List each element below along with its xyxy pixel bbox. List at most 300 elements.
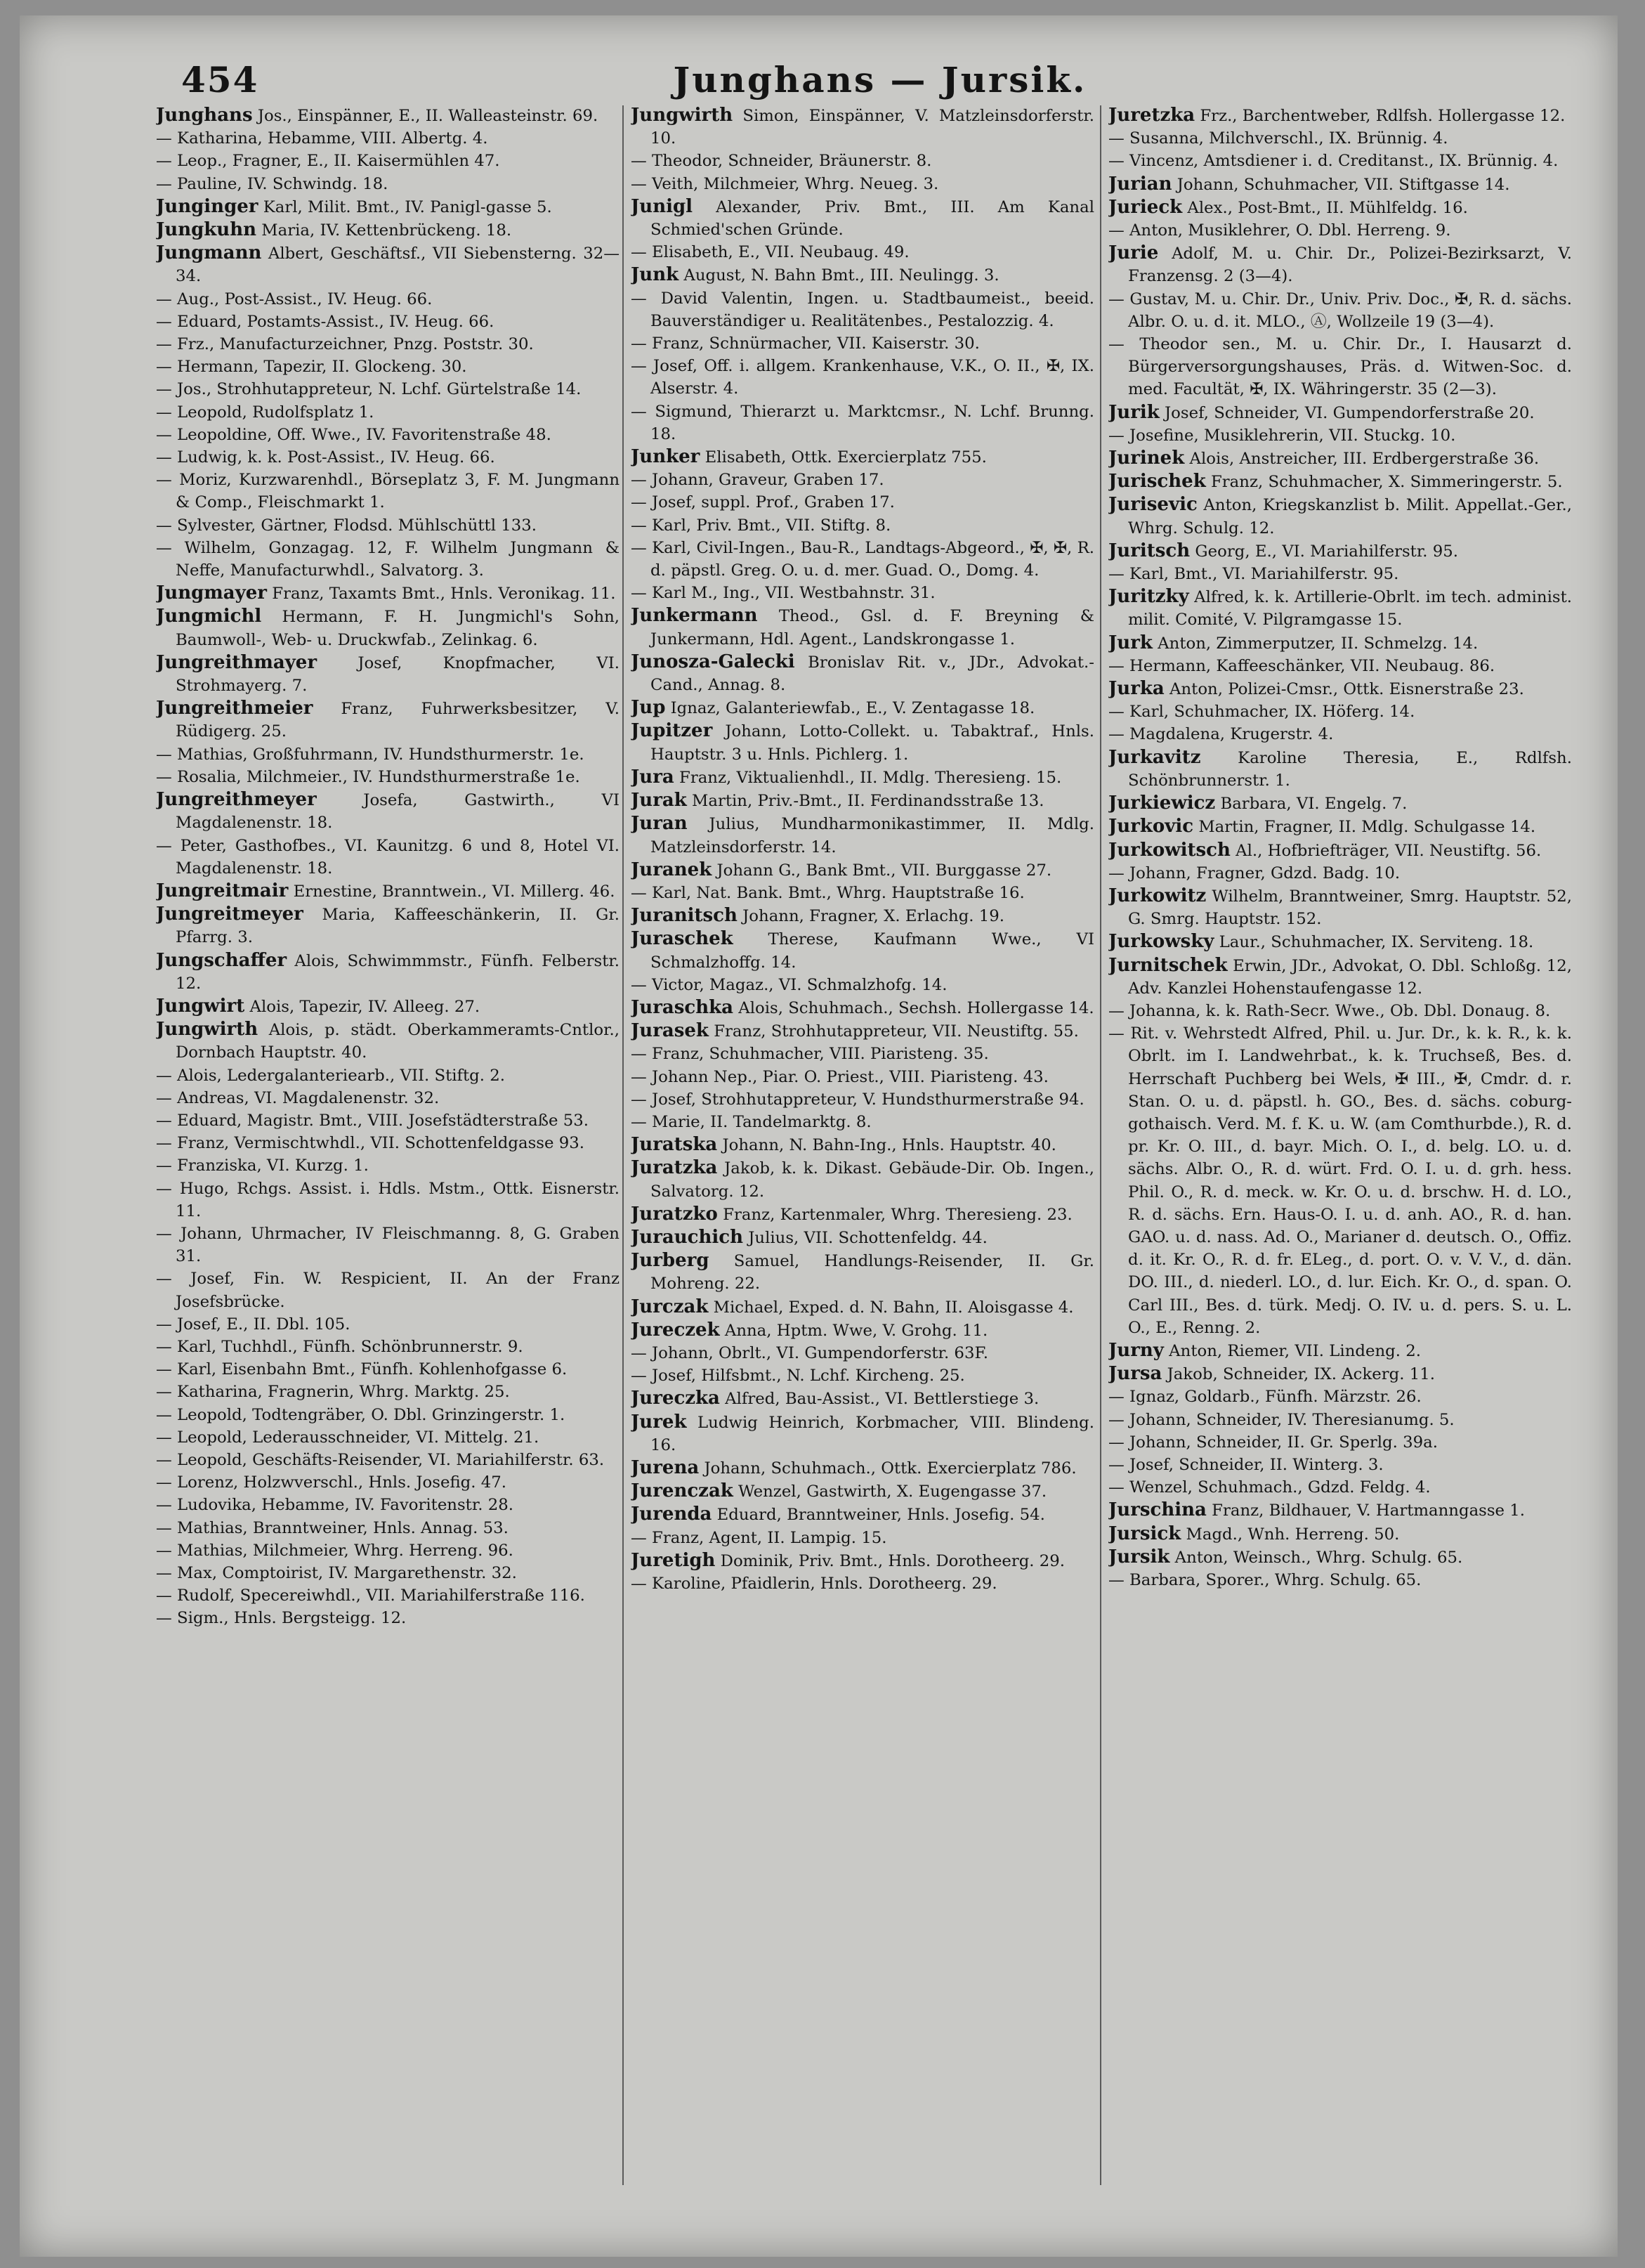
entry-text: — Eduard, Postamts-Assist., IV. Heug. 66. — [156, 312, 494, 331]
directory-entry — [1108, 930, 1572, 953]
entry-text: — Karl M., Ing., VII. Westbahnstr. 31. — [631, 584, 936, 603]
directory-entry — [156, 1517, 620, 1539]
entry-text: — Franziska, VI. Kurzg. 1. — [156, 1156, 369, 1175]
entry-text: — Rit. v. Wehrstedt Alfred, Phil. u. Jur. Dr., k. k. R., k. k. Obrlt. im I. Landwehrbat., k. k. Truchseß, Bes. d. Herrschaft Puchberg bei Wels, ✠ III., ✠, Cmdr. d. r. Stan. O. u. d. päpstl. h. GO., Bes. d. sächs. coburg-gothaisch. Verd. M. f. K. u. W. (am Comthurbde.), R. d. pr. Kr. O. III., d. bayr. Mich. O. I., d. belg. LO. u. d. sächs. Albr. O., R. d. würt. Frd. O. I. u. d. grh. hess. Phil. O., R. d. meck. w. Kr. O. u. d. brschw. H. d. LO., R. d. sächs. Ern. Haus-O. I. u. d. anh. AO., R. d. han. GAO. u. d. nass. Ad. O., Marianer d. deutsch. O., Offiz. d. it. Kr. O., R. d. fr. ELeg., d. port. O. v. V. V., d. dän. DO. III., d. niederl. LO., d. lur. Eich. Kr. O., d. span. O. Carl III., Bes. d. türk. Medj. O. IV. u. d. pers. S. u. L. O., E., Renng. 2. — [1108, 1024, 1572, 1337]
page-number: 454 — [181, 59, 259, 100]
directory-entry — [1108, 885, 1572, 930]
entry-surname: Jungwirt — [156, 995, 245, 1017]
entry-text: Simon, Einspänner, V. Matzleinsdorferstr. 10. — [650, 107, 1094, 148]
entry-text: — Johann, Fragner, Gdzd. Badg. 10. — [1108, 863, 1401, 882]
entry-text: — Leopold, Geschäfts-Reisender, VI. Mariahilferstr. 63. — [156, 1450, 605, 1469]
entry-text: — Vincenz, Amtsdiener i. d. Creditanst., IX. Brünnig. 4. — [1108, 152, 1559, 171]
entry-surname: Jurkiewicz — [1108, 793, 1216, 814]
directory-entry — [1108, 700, 1572, 723]
entry-text: Martin, Fragner, II. Mdlg. Schulgasse 14. — [1193, 818, 1536, 837]
entry-text: — Franz, Schuhmacher, VIII. Piaristeng. 35. — [631, 1045, 989, 1064]
directory-entry — [156, 242, 620, 287]
entry-text: — Josef, Strohhutappreteur, V. Hundsthurmerstraße 94. — [631, 1090, 1084, 1109]
directory-entry — [156, 219, 620, 242]
entry-surname: Jurik — [1108, 401, 1160, 423]
entry-text: — Sylvester, Gärtner, Flodsd. Mühlschüttl 133. — [156, 516, 537, 535]
directory-entry — [1108, 655, 1572, 677]
directory-entry — [631, 1411, 1094, 1456]
directory-entry — [156, 651, 620, 697]
directory-entry — [631, 355, 1094, 400]
entry-text: — Franz, Vermischtwhdl., VII. Schottenfeldgasse 93. — [156, 1134, 584, 1153]
directory-entry — [631, 1503, 1094, 1526]
directory-entry — [1108, 333, 1572, 401]
entry-surname: Jurberg — [631, 1250, 709, 1272]
directory-entry — [156, 605, 620, 651]
directory-entry — [156, 995, 620, 1018]
entry-text: — Jos., Strohhutappreteur, N. Lchf. Gürtelstraße 14. — [156, 380, 582, 399]
entry-text: Anton, Weinsch., Whrg. Schulg. 65. — [1169, 1548, 1463, 1567]
directory-entry — [156, 378, 620, 400]
entry-text: Jakob, Schneider, IX. Ackerg. 11. — [1162, 1365, 1435, 1384]
directory-entry — [1108, 677, 1572, 700]
entry-text: Alois, Tapezir, IV. Alleeg. 27. — [244, 997, 480, 1016]
directory-entry — [156, 1584, 620, 1607]
entry-text: Karl, Milit. Bmt., IV. Panigl-gasse 5. — [258, 197, 552, 216]
entry-text: Anton, Kriegskanzlist b. Milit. Appellat.-Ger., Whrg. Schulg. 12. — [1128, 496, 1572, 537]
entry-text: Johann, N. Bahn-Ing., Hnls. Hauptstr. 40. — [717, 1136, 1056, 1155]
directory-entry — [1108, 1476, 1572, 1499]
entry-text: Jakob, k. k. Dikast. Gebäude-Dir. Ob. Ingen., Salvatorg. 12. — [650, 1159, 1094, 1201]
entry-surname: Juratska — [631, 1134, 718, 1156]
entry-text: — Leopold, Lederausschneider, VI. Mittelg. 21. — [156, 1428, 539, 1447]
column-divider — [622, 105, 624, 2185]
entry-surname: Junghans — [156, 105, 253, 126]
directory-entry — [1108, 723, 1572, 745]
entry-text: — Elisabeth, E., VII. Neubaug. 49. — [631, 243, 910, 262]
directory-entry — [156, 743, 620, 766]
entry-surname: Jurczak — [631, 1296, 709, 1317]
directory-entry — [631, 904, 1094, 927]
directory-entry — [156, 1018, 620, 1064]
entry-surname: Jungwirth — [631, 105, 733, 126]
directory-entry — [631, 537, 1094, 582]
directory-entry — [631, 1203, 1094, 1226]
directory-entry — [1108, 1000, 1572, 1022]
entry-text: — Mathias, Milchmeier, Whrg. Herreng. 96. — [156, 1541, 513, 1560]
directory-entry — [156, 1539, 620, 1562]
entry-text: — Johann, Obrlt., VI. Gumpendorferstr. 63F. — [631, 1343, 988, 1362]
directory-entry — [631, 789, 1094, 812]
directory-entry — [156, 401, 620, 424]
entry-text: Ignaz, Galanteriewfab., E., V. Zentagasse 18. — [665, 699, 1035, 718]
entry-text: Magd., Wnh. Herreng. 50. — [1181, 1525, 1400, 1544]
directory-entry — [156, 311, 620, 333]
entry-text: — Leopoldine, Off. Wwe., IV. Favoritenstraße 48. — [156, 425, 551, 444]
entry-surname: Jurieck — [1108, 196, 1183, 218]
directory-entry — [156, 446, 620, 469]
directory-entry — [631, 445, 1094, 469]
directory-entry — [156, 173, 620, 195]
directory-entry — [1108, 1022, 1572, 1339]
entry-surname: Juretzka — [1108, 105, 1195, 126]
directory-entry — [631, 882, 1094, 904]
entry-surname: Jungmann — [156, 242, 262, 264]
entry-surname: Jungreitmeyer — [156, 904, 303, 925]
directory-entry — [631, 400, 1094, 445]
entry-text: Alfred, Bau-Assist., VI. Bettlerstiege 3. — [719, 1390, 1040, 1409]
directory-entry — [1108, 563, 1572, 585]
directory-entry — [1108, 954, 1572, 1000]
entry-text: — Franz, Schnürmacher, VII. Kaiserstr. 30. — [631, 334, 980, 353]
directory-entry — [156, 424, 620, 446]
entry-text: — Gustav, M. u. Chir. Dr., Univ. Priv. Doc., ✠, R. d. sächs. Albr. O. u. d. it. MLO., Ⓐ, Wollzeile 19 (3—4). — [1108, 289, 1572, 331]
entry-text: Franz, Taxamts Bmt., Hnls. Veronikag. 11. — [267, 585, 616, 604]
entry-text: Johann, Schuhmach., Ottk. Exercierplatz 786. — [699, 1459, 1077, 1478]
entry-text: Ernestine, Branntwein., VI. Millerg. 46. — [288, 882, 615, 901]
entry-text: — Josef, suppl. Prof., Graben 17. — [631, 493, 895, 512]
entry-surname: Juratzko — [631, 1203, 718, 1225]
entry-surname: Jungkuhn — [156, 219, 257, 241]
directory-entry — [1108, 447, 1572, 470]
entry-text: — Karl, Eisenbahn Bmt., Fünfh. Kohlenhofgasse 6. — [156, 1360, 568, 1379]
entry-text: — Mathias, Großfuhrmann, IV. Hundsthurmerstr. 1e. — [156, 745, 584, 764]
entry-text: — Leopold, Todtengräber, O. Dbl. Grinzingerstr. 1. — [156, 1405, 565, 1424]
entry-text: — Hermann, Tapezir, II. Glockeng. 30. — [156, 358, 467, 377]
directory-entry — [156, 104, 620, 127]
entry-text: — Wilhelm, Gonzagag. 12, F. Wilhelm Jungmann & Neffe, Manufacturwhdl., Salvatorg. 3. — [156, 538, 620, 580]
directory-entry — [1108, 1499, 1572, 1522]
entry-surname: Jurenczak — [631, 1480, 733, 1502]
directory-entry — [631, 974, 1094, 996]
entry-text: Franz, Schuhmacher, X. Simmeringerstr. 5. — [1205, 473, 1563, 492]
entry-surname: Juraschka — [631, 996, 733, 1018]
entry-text: Erwin, JDr., Advokat, O. Dbl. Schloßg. 12, Adv. Kanzlei Hohenstaufengasse 12. — [1128, 956, 1572, 998]
directory-entry — [631, 1342, 1094, 1364]
entry-text: Alex., Post-Bmt., II. Mühlfeldg. 16. — [1182, 198, 1468, 217]
entry-surname: Jurkowitz — [1108, 885, 1207, 906]
entry-surname: Jurie — [1108, 242, 1159, 264]
directory-entry — [631, 287, 1094, 332]
entry-text: Alexander, Priv. Bmt., III. Am Kanal Schmied'schen Gründe. — [650, 197, 1094, 240]
entry-text: Maria, Kaffeeschänkerin, II. Gr. Pfarrg. 3. — [176, 906, 620, 947]
directory-entry — [631, 1156, 1094, 1202]
entry-surname: Jurauchich — [631, 1226, 743, 1248]
entry-text: — Victor, Magaz., VI. Schmalzhofg. 14. — [631, 975, 948, 994]
directory-entry — [1108, 104, 1572, 127]
directory-entry — [631, 1111, 1094, 1133]
directory-entry — [1108, 862, 1572, 885]
directory-entry — [1108, 1523, 1572, 1546]
directory-entry — [1108, 540, 1572, 563]
entry-text: Anton, Polizei-Cmsr., Ottk. Eisnerstraße 23. — [1164, 680, 1524, 699]
directory-entry — [631, 1319, 1094, 1342]
entry-surname: Jura — [631, 766, 674, 788]
directory-entry — [156, 1562, 620, 1584]
entry-text: — Theodor sen., M. u. Chir. Dr., I. Hausarzt d. Bürgerversorgungshauses, Präs. d. Witwen-Soc. d. med. Facultät, ✠, IX. Währingerstr. 35 (2—3). — [1108, 335, 1572, 399]
entry-text: — Ignaz, Goldarb., Fünfh. Märzstr. 26. — [1108, 1388, 1422, 1407]
entry-text: — Sigm., Hnls. Bergsteigg. 12. — [156, 1609, 407, 1628]
entry-text: — Marie, II. Tandelmarktg. 8. — [631, 1112, 872, 1131]
entry-surname: Jurenda — [631, 1504, 712, 1525]
entry-text: — Lorenz, Holzwverschl., Hnls. Josefig. 47. — [156, 1473, 506, 1492]
directory-entry — [156, 1404, 620, 1426]
entry-text: — Josefine, Musiklehrerin, VII. Stuckg. 10. — [1108, 426, 1456, 445]
directory-entry — [1108, 792, 1572, 815]
entry-text: — David Valentin, Ingen. u. Stadtbaumeist., beeid. Bauverständiger u. Realitätenbes., Pestalozzig. 4. — [631, 289, 1094, 330]
entry-surname: Jungreitmair — [156, 880, 289, 901]
entry-surname: Jureczka — [631, 1388, 720, 1409]
directory-entry — [156, 1336, 620, 1358]
directory-entry — [156, 766, 620, 788]
directory-entry — [631, 1296, 1094, 1319]
directory-entry — [1108, 470, 1572, 493]
entry-text: Wilhelm, Branntweiner, Smrg. Hauptstr. 52, G. Smrg. Hauptstr. 152. — [1128, 887, 1572, 929]
directory-entry — [156, 1449, 620, 1471]
entry-text: — Pauline, IV. Schwindg. 18. — [156, 174, 388, 193]
entry-surname: Jurnitschek — [1108, 954, 1228, 976]
directory-entry — [156, 1607, 620, 1629]
directory-entry — [631, 1088, 1094, 1111]
directory-entry — [631, 173, 1094, 195]
directory-entry — [156, 1223, 620, 1267]
directory-entry — [631, 150, 1094, 172]
entry-text: Barbara, VI. Engelg. 7. — [1215, 795, 1408, 814]
entry-text: August, N. Bahn Bmt., III. Neulingg. 3. — [679, 266, 1000, 285]
entry-surname: Jungreithmayer — [156, 651, 317, 673]
directory-entry — [156, 1109, 620, 1132]
entry-text: — Wenzel, Schuhmach., Gdzd. Feldg. 4. — [1108, 1478, 1431, 1497]
directory-entry — [1108, 632, 1572, 655]
directory-entry — [631, 1480, 1094, 1503]
entry-text: — Ludwig, k. k. Post-Assist., IV. Heug. 66. — [156, 448, 495, 467]
entry-text: Ludwig Heinrich, Korbmacher, VIII. Blindeng. 16. — [650, 1413, 1094, 1454]
directory-entry — [631, 332, 1094, 355]
entry-text: — Josef, Fin. W. Respicient, II. An der Franz Josefsbrücke. — [156, 1270, 620, 1311]
entry-text: — Frz., Manufacturzeichner, Pnzg. Poststr. 30. — [156, 335, 534, 354]
entry-text: — Josef, Schneider, II. Winterg. 3. — [1108, 1455, 1384, 1474]
entry-surname: Jurschina — [1108, 1499, 1207, 1521]
directory-entry — [156, 1087, 620, 1109]
directory-entry — [156, 788, 620, 834]
entry-text: — Ludovika, Hebamme, IV. Favoritenstr. 28. — [156, 1496, 513, 1515]
entry-surname: Jungschaffer — [156, 949, 287, 971]
directory-entry — [631, 719, 1094, 765]
column-3 — [1108, 104, 1572, 2198]
directory-entry — [1108, 288, 1572, 333]
entry-surname: Jurak — [631, 790, 687, 812]
entry-text: Theod., Gsl. d. F. Breyning & Junkermann, Hdl. Agent., Landskrongasse 1. — [650, 607, 1094, 649]
entry-text: — Johann Nep., Piar. O. Priest., VIII. Piaristeng. 43. — [631, 1067, 1049, 1086]
entry-surname: Juretigh — [631, 1549, 716, 1571]
directory-entry — [631, 859, 1094, 882]
entry-text: — Max, Comptoirist, IV. Margarethenstr. 32. — [156, 1564, 517, 1582]
entry-text: Franz, Kartenmaler, Whrg. Theresieng. 23. — [717, 1205, 1073, 1224]
column-1 — [156, 104, 620, 2198]
directory-entry — [156, 288, 620, 311]
directory-entry — [1108, 1569, 1572, 1591]
entry-text: Dominik, Priv. Bmt., Hnls. Dorotheerg. 29. — [715, 1551, 1066, 1570]
entry-text: Martin, Priv.-Bmt., II. Ferdinandsstraße 13. — [686, 792, 1044, 811]
directory-entry — [631, 1226, 1094, 1249]
entry-text: Josef, Knopfmacher, VI. Strohmayerg. 7. — [176, 653, 620, 696]
directory-entry — [156, 697, 620, 743]
entry-surname: Juritsch — [1108, 540, 1191, 561]
entry-text: — Josef, Hilfsbmt., N. Lchf. Kircheng. 25. — [631, 1367, 965, 1386]
entry-text: Michael, Exped. d. N. Bahn, II. Aloisgasse 4. — [708, 1298, 1074, 1317]
entry-surname: Juraschek — [631, 928, 733, 950]
entry-text: Alois, Schwimmmstr., Fünfh. Felberstr. 12. — [176, 951, 620, 993]
directory-entry — [631, 1066, 1094, 1088]
directory-entry — [156, 903, 620, 949]
entry-text: Alois, Schuhmach., Sechsh. Hollergasse 14. — [733, 998, 1094, 1017]
directory-entry — [156, 1178, 620, 1223]
entry-surname: Jurek — [631, 1411, 687, 1433]
entry-text: Johann G., Bank Bmt., VII. Burggasse 27. — [712, 861, 1052, 880]
entry-surname: Jurischek — [1108, 471, 1206, 493]
entry-surname: Jungreithmeier — [156, 698, 313, 719]
entry-text: — Karl, Bmt., VI. Mariahilferstr. 95. — [1108, 565, 1399, 584]
entry-surname: Jursik — [1108, 1546, 1170, 1568]
entry-surname: Jungreithmeyer — [156, 789, 317, 811]
entry-text: Jos., Einspänner, E., II. Walleasteinstr. 69. — [252, 107, 598, 125]
entry-text: Anton, Riemer, VII. Lindeng. 2. — [1163, 1341, 1421, 1360]
entry-surname: Jurkavitz — [1108, 746, 1201, 768]
entry-surname: Juratzka — [631, 1157, 718, 1179]
directory-entry — [631, 651, 1094, 696]
entry-surname: Jurka — [1108, 678, 1165, 700]
entry-text: — Johann, Graveur, Graben 17. — [631, 471, 884, 490]
directory-entry — [156, 356, 620, 378]
entry-text: Alois, Anstreicher, III. Erdbergerstraße 36. — [1184, 450, 1540, 469]
directory-entry — [631, 696, 1094, 719]
entry-text: Julius, VII. Schottenfeldg. 44. — [743, 1228, 988, 1247]
directory-entry — [156, 1494, 620, 1516]
entry-text: Frz., Barchentweber, Rdlfsh. Hollergasse 12. — [1195, 107, 1566, 125]
entry-surname: Jungmayer — [156, 582, 267, 604]
entry-text: Johann, Lotto-Collekt. u. Tabaktraf., Hnls. Hauptstr. 3 u. Hnls. Pichlerg. 1. — [650, 722, 1094, 764]
entry-text: — Sigmund, Thierarzt u. Marktcmsr., N. Lchf. Brunng. 18. — [631, 402, 1094, 443]
entry-text: — Veith, Milchmeier, Whrg. Neueg. 3. — [631, 174, 939, 193]
entry-text: — Katharina, Hebamme, VIII. Albertg. 4. — [156, 129, 488, 148]
entry-text: Al., Hofbriefträger, VII. Neustiftg. 56. — [1230, 841, 1542, 860]
directory-entry — [156, 127, 620, 150]
entry-text: — Franz, Agent, II. Lampig. 15. — [631, 1528, 887, 1547]
directory-entry — [1108, 1431, 1572, 1454]
entry-surname: Junosza-Galecki — [631, 651, 795, 672]
column-2 — [631, 104, 1094, 2198]
directory-entry — [631, 766, 1094, 789]
entry-text: — Magdalena, Krugerstr. 4. — [1108, 725, 1334, 744]
entry-text: — Karl, Civil-Ingen., Bau-R., Landtags-Abgeord., ✠, ✠, R. d. päpstl. Greg. O. u. d. mer. Guad. O., Domg. 4. — [631, 538, 1094, 580]
directory-entry — [631, 812, 1094, 858]
directory-entry — [156, 1426, 620, 1449]
entry-text: — Barbara, Sporer., Whrg. Schulg. 65. — [1108, 1571, 1422, 1589]
entry-text: Julius, Mundharmonikastimmer, II. Mdlg. Matzleinsdorferstr. 14. — [650, 815, 1094, 856]
directory-entry — [1108, 127, 1572, 150]
directory-entry — [631, 104, 1094, 150]
directory-entry — [631, 927, 1094, 973]
directory-entry — [156, 195, 620, 219]
entry-text: — Johann, Schneider, II. Gr. Sperlg. 39a. — [1108, 1433, 1438, 1452]
column-divider — [1100, 105, 1101, 2185]
entry-text: Franz, Strohhutappreteur, VII. Neustiftg. 55. — [708, 1022, 1079, 1041]
entry-surname: Jurinek — [1108, 448, 1185, 469]
entry-text: Franz, Viktualienhdl., II. Mdlg. Theresieng. 15. — [674, 768, 1062, 787]
entry-text: Therese, Kaufmann Wwe., VI Schmalzhoffg. 14. — [650, 930, 1094, 972]
entry-text: Josefa, Gastwirth., VI Magdalenenstr. 18. — [176, 791, 620, 833]
directory-entry — [156, 880, 620, 903]
directory-entry — [631, 491, 1094, 514]
entry-text: Franz, Bildhauer, V. Hartmanngasse 1. — [1206, 1501, 1526, 1520]
entry-surname: Jurkovic — [1108, 816, 1194, 838]
entry-text: — Mathias, Branntweiner, Hnls. Annag. 53. — [156, 1518, 509, 1537]
entry-text: Adolf, M. u. Chir. Dr., Polizei-Bezirksarzt, V. Franzensg. 2 (3—4). — [1128, 245, 1572, 286]
directory-entry — [1108, 424, 1572, 447]
entry-text: — Anton, Musiklehrer, O. Dbl. Herreng. 9. — [1108, 221, 1451, 240]
entry-surname: Jurk — [1108, 632, 1153, 653]
directory-entry — [631, 1043, 1094, 1065]
directory-entry — [156, 1154, 620, 1177]
entry-surname: Jungmichl — [156, 606, 262, 627]
directory-entry — [1108, 1546, 1572, 1569]
entry-surname: Junkermann — [631, 605, 758, 627]
directory-entry — [156, 1313, 620, 1336]
directory-entry — [156, 1381, 620, 1403]
entry-text: — Peter, Gasthofbes., VI. Kaunitzg. 6 und 8, Hotel VI. Magdalenenstr. 18. — [156, 836, 620, 878]
entry-surname: Juranitsch — [631, 905, 738, 927]
entry-text: — Aug., Post-Assist., IV. Heug. 66. — [156, 289, 433, 308]
entry-text: Georg, E., VI. Mariahilferstr. 95. — [1190, 542, 1458, 561]
entry-text: — Katharina, Fragnerin, Whrg. Marktg. 25. — [156, 1383, 510, 1402]
directory-entry — [631, 1249, 1094, 1295]
entry-surname: Junigl — [631, 195, 693, 217]
entry-text: — Alois, Ledergalanteriearb., VII. Stiftg. 2. — [156, 1066, 505, 1085]
directory-entry — [631, 582, 1094, 604]
entry-text: — Rosalia, Milchmeier., IV. Hundsthurmerstraße 1e. — [156, 767, 580, 786]
entry-text: Maria, IV. Kettenbrückeng. 18. — [256, 221, 512, 240]
directory-entry — [631, 1387, 1094, 1410]
entry-text: — Moriz, Kurzwarenhdl., Börseplatz 3, F. M. Jungmann & Comp., Fleischmarkt 1. — [156, 471, 620, 512]
entry-text: Elisabeth, Ottk. Exercierplatz 755. — [700, 448, 987, 467]
directory-entry — [1108, 173, 1572, 196]
entry-text: — Leopold, Rudolfsplatz 1. — [156, 403, 374, 422]
entry-text: Johann, Fragner, X. Erlachg. 19. — [737, 907, 1005, 926]
directory-entry — [1108, 1409, 1572, 1431]
entry-surname: Jureczek — [631, 1319, 720, 1341]
entry-text: Samuel, Handlungs-Reisender, II. Gr. Mohreng. 22. — [650, 1252, 1094, 1293]
entry-surname: Jupitzer — [631, 720, 713, 742]
directory-entry — [1108, 401, 1572, 424]
entry-surname: Jursa — [1108, 1363, 1162, 1385]
entry-surname: Junginger — [156, 195, 258, 217]
directory-entry — [631, 996, 1094, 1019]
directory-entry — [156, 1358, 620, 1381]
entry-surname: Jurkowsky — [1108, 931, 1214, 953]
directory-entry — [1108, 242, 1572, 287]
entry-surname: Juran — [631, 813, 688, 835]
directory-entry — [1108, 1339, 1572, 1362]
entry-text: — Karl, Nat. Bank. Bmt., Whrg. Hauptstraße 16. — [631, 883, 1025, 902]
entry-text: — Karl, Schuhmacher, IX. Höferg. 14. — [1108, 703, 1415, 722]
directory-entry — [156, 514, 620, 537]
directory-entry — [631, 1019, 1094, 1043]
directory-entry — [631, 195, 1094, 241]
directory-entry — [1108, 746, 1572, 792]
entry-text: — Josef, E., II. Dbl. 105. — [156, 1315, 350, 1334]
entry-text: Wenzel, Gastwirth, X. Eugengasse 37. — [733, 1482, 1047, 1501]
directory-entry — [1108, 585, 1572, 631]
entry-surname: Jurena — [631, 1456, 700, 1478]
directory-entry — [1108, 839, 1572, 862]
entry-text: Franz, Fuhrwerksbesitzer, V. Rüdigerg. 25. — [176, 700, 620, 741]
directory-entry — [631, 514, 1094, 537]
entry-text: Alois, p. städt. Oberkammeramts-Cntlor., Dornbach Hauptstr. 40. — [176, 1021, 620, 1062]
